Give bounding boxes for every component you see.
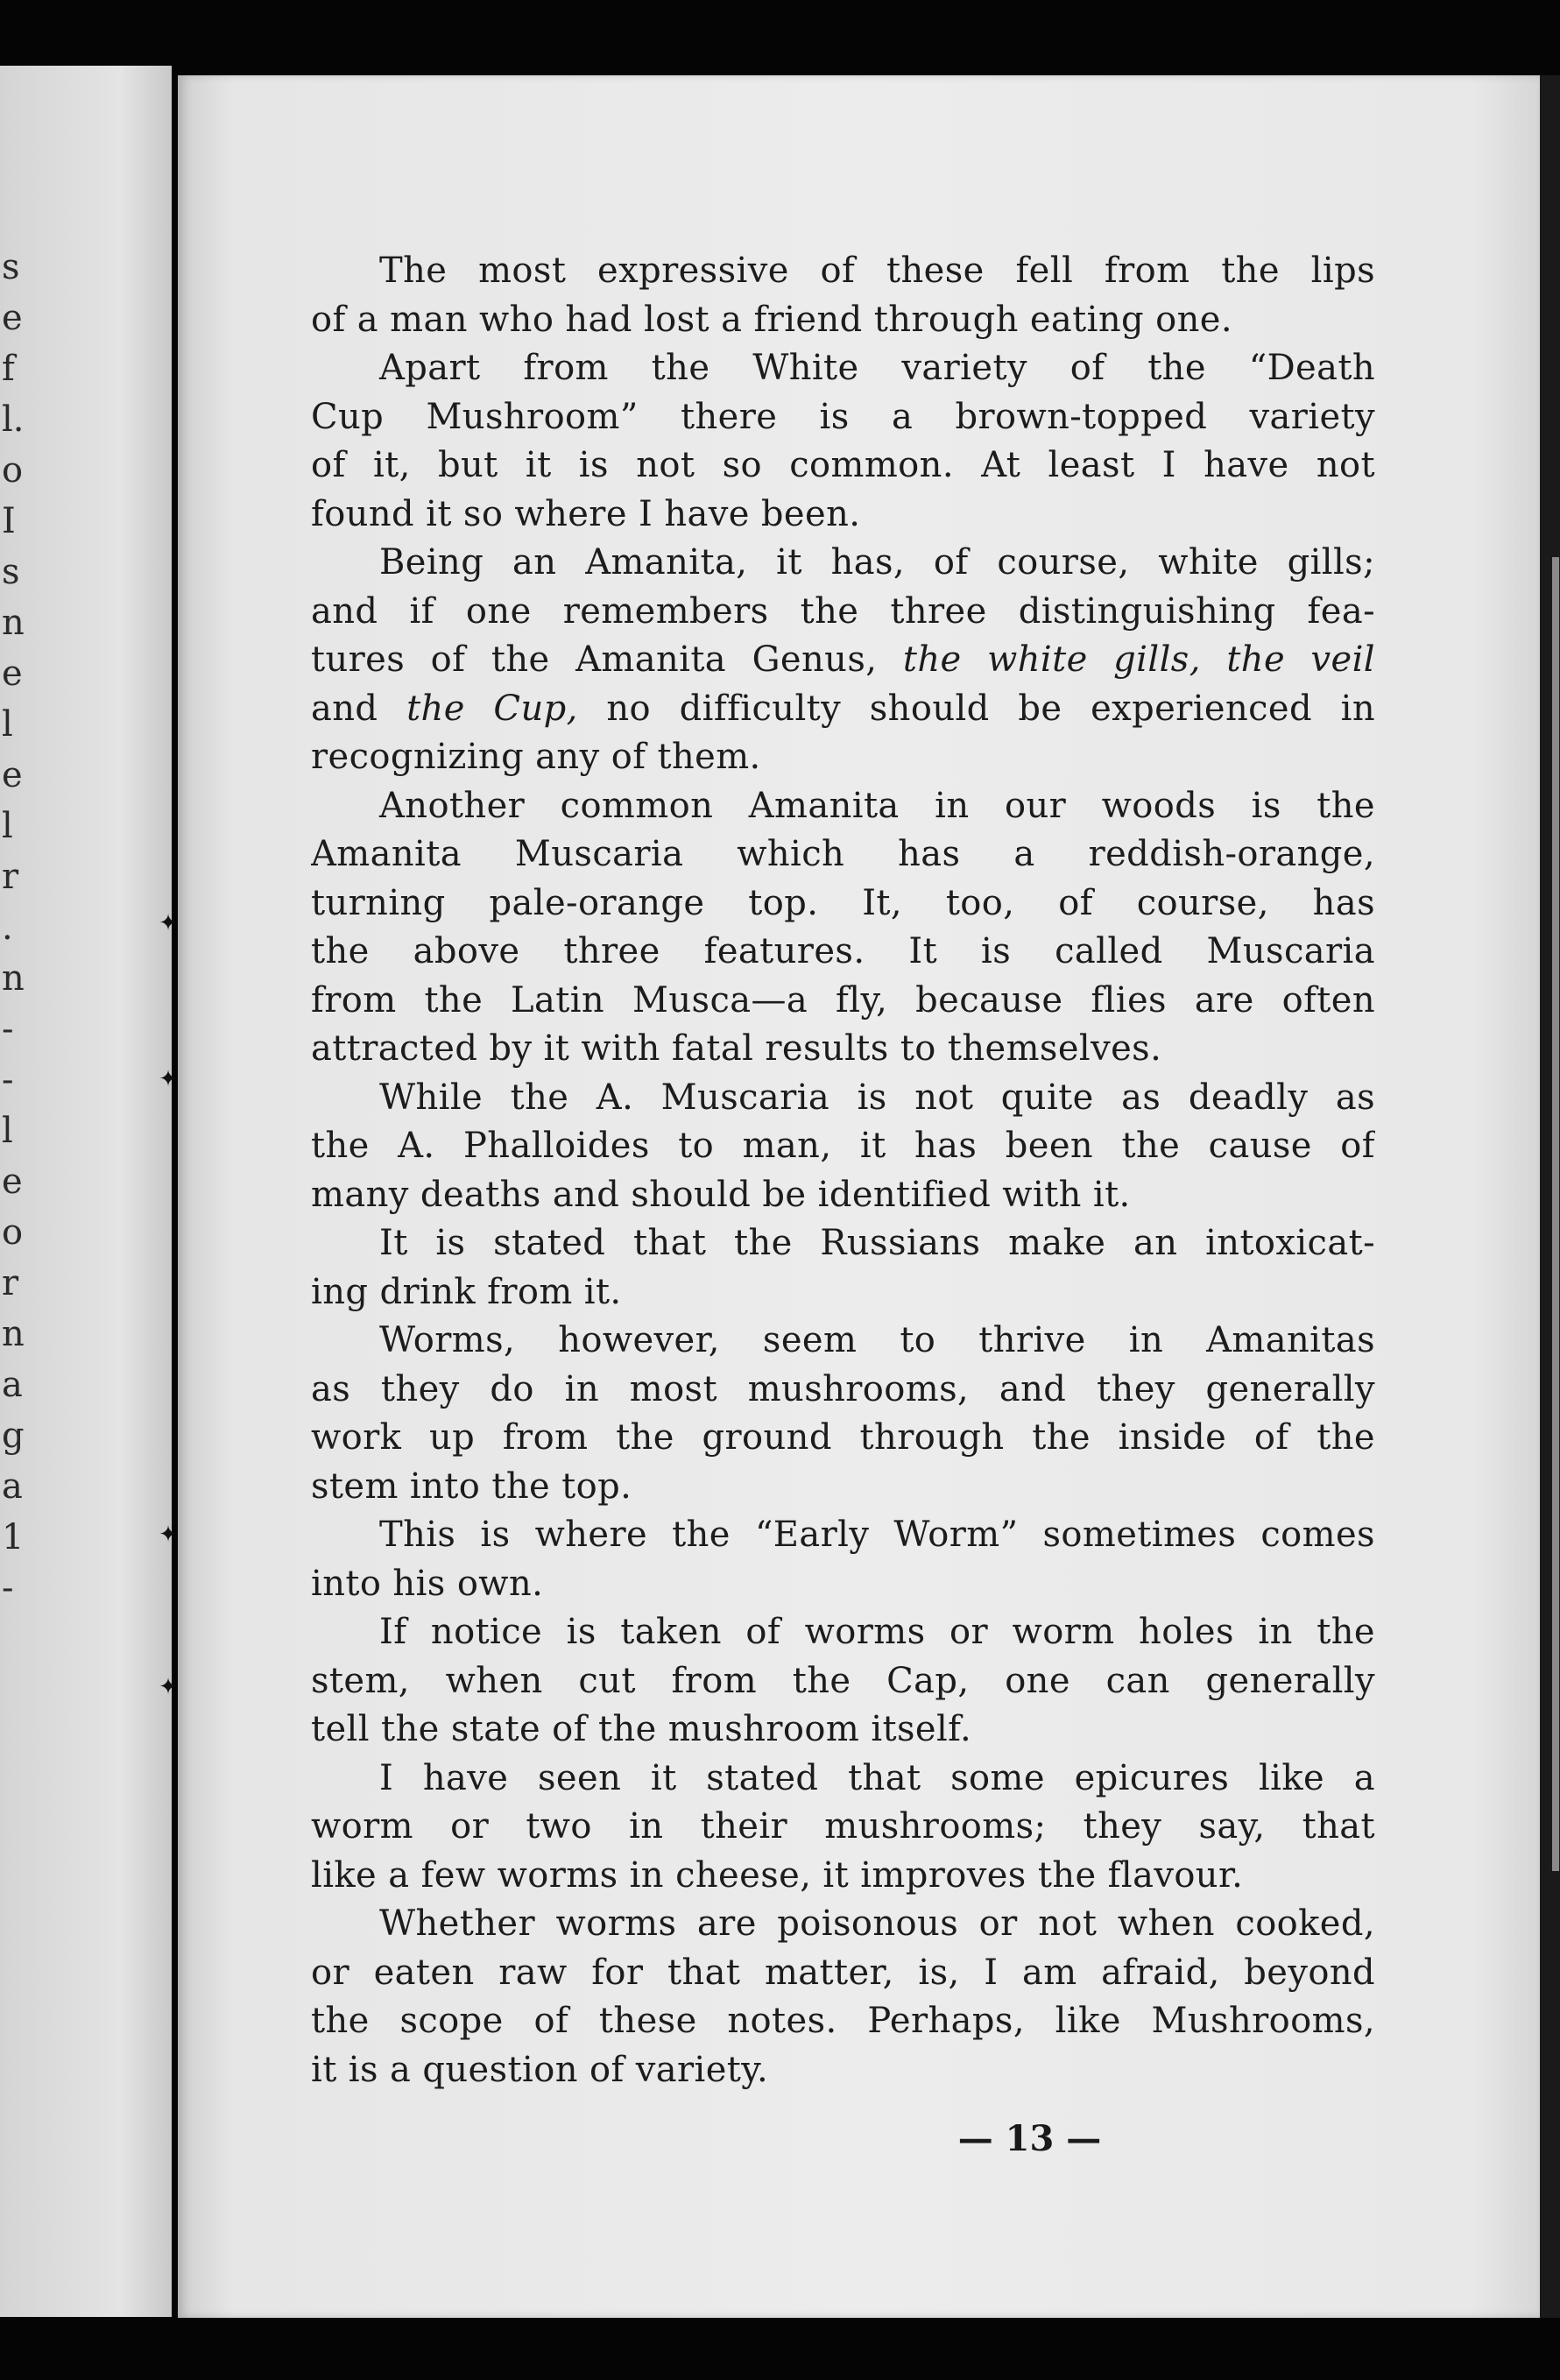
left-page-fragment: a — [2, 1365, 23, 1405]
text-run: Cup Mushroom” there is a brown-topped variety — [311, 396, 1375, 437]
text-run: like a few worms in cheese, it improves the flavour. — [311, 1854, 1244, 1896]
text-run: or eaten raw for that matter, is, I am afraid, beyond — [311, 1952, 1375, 1993]
text-run: no difficulty should be experienced in — [577, 688, 1375, 729]
binding-stitch-mark: ✦ — [159, 1674, 178, 1700]
text-run: While the A. Muscaria is not quite as deadly as — [379, 1077, 1375, 1118]
text-run: This is where the “Early Worm” sometimes comes — [379, 1515, 1375, 1555]
text-line — [311, 1803, 1375, 1852]
left-page-fragment: o — [2, 450, 24, 491]
left-page-fragment: s — [2, 247, 20, 287]
text-line — [311, 928, 1375, 977]
text-line — [311, 441, 1375, 491]
text-line — [311, 733, 1375, 782]
text-run: If notice is taken of worms or worm holes in the — [379, 1612, 1375, 1652]
binding-stitch-mark: ✦ — [159, 1522, 178, 1548]
scan-right-edge — [1540, 75, 1560, 2318]
text-run: Worms, however, seem to thrive in Amanitas — [379, 1320, 1375, 1360]
left-page-fragment: n — [2, 1314, 25, 1354]
text-line — [311, 1366, 1375, 1415]
text-line — [311, 1463, 1375, 1512]
text-run: I have seen it stated that some epicures like a — [379, 1757, 1375, 1798]
text-run: the above three features. It is called Muscaria — [311, 931, 1375, 971]
left-page-fragment: - — [2, 1060, 14, 1100]
text-run: Whether worms are poisonous or not when cooked, — [379, 1903, 1375, 1944]
left-page-fragment: r — [2, 857, 19, 897]
text-run: found it so where I have been. — [311, 493, 861, 534]
text-run: from the Latin Musca—a fly, because flies are often — [311, 979, 1375, 1021]
text-line — [311, 1560, 1375, 1609]
left-page-fragment: o — [2, 1212, 24, 1253]
left-page-fragment: n — [2, 958, 25, 999]
body-text — [311, 247, 1375, 2094]
left-page-fragment: l — [2, 1111, 13, 1151]
left-page-fragment: - — [2, 1009, 14, 1049]
text-run: recognizing any of them. — [311, 737, 761, 777]
text-run: work up from the ground through the inside of the — [311, 1417, 1375, 1458]
text-line — [311, 1219, 1375, 1268]
text-line — [311, 1122, 1375, 1171]
text-line — [311, 1852, 1375, 1901]
text-run: and if one remembers the three distinguishing fea- — [311, 590, 1375, 632]
text-line — [311, 344, 1375, 393]
text-run: many deaths and should be identified with it. — [311, 1174, 1131, 1215]
text-run: tures of the Amanita Genus, — [311, 639, 903, 680]
left-page-fragment: f — [2, 349, 15, 389]
text-run: Apart from the White variety of the “Death — [379, 348, 1375, 388]
left-page-fragment: I — [2, 501, 16, 541]
text-run: Being an Amanita, it has, of course, white gills; — [379, 542, 1375, 583]
text-run: of a man who had lost a friend through eating one. — [311, 299, 1232, 340]
left-page-fragment: g — [2, 1416, 25, 1456]
text-line — [311, 1317, 1375, 1366]
text-line — [311, 1171, 1375, 1220]
text-run: it is a question of variety. — [311, 2049, 769, 2090]
left-page-fragment: a — [2, 1466, 23, 1507]
text-line — [311, 1511, 1375, 1560]
text-run: stem, when cut from the Cap, one can generally — [311, 1660, 1375, 1701]
left-page-fragment: l. — [2, 399, 25, 440]
text-line — [311, 830, 1375, 879]
text-line — [311, 1949, 1375, 1998]
text-line — [311, 1025, 1375, 1074]
left-page-fragment: 1 — [2, 1517, 25, 1557]
text-line — [311, 1997, 1375, 2046]
text-line — [311, 1074, 1375, 1123]
left-page-fragment: s — [2, 552, 20, 592]
left-page-fragment: r — [2, 1263, 19, 1303]
text-run: and — [311, 688, 407, 729]
text-line — [311, 296, 1375, 345]
page-number-label: — 13 — — [957, 2118, 1102, 2159]
text-line — [311, 1900, 1375, 1949]
text-run: It is stated that the Russians make an intoxicat- — [379, 1223, 1375, 1263]
text-run: attracted by it with fatal results to themselves. — [311, 1028, 1162, 1069]
page-number — [0, 2118, 1560, 2159]
left-page-fragment: e — [2, 1162, 23, 1202]
text-line — [311, 1657, 1375, 1706]
text-run: turning pale-orange top. It, too, of course, has — [311, 882, 1375, 923]
left-page-edge — [0, 66, 172, 2317]
text-line — [311, 1268, 1375, 1317]
text-run: The most expressive of these fell from the lips — [379, 251, 1375, 291]
left-page-fragment: l — [2, 806, 13, 846]
text-run: the scope of these notes. Perhaps, like Mushrooms, — [311, 2001, 1375, 2041]
text-line — [311, 1608, 1375, 1657]
text-line — [311, 636, 1375, 685]
text-run: stem into the top. — [311, 1465, 632, 1507]
text-run: the A. Phalloides to man, it has been the cause of — [311, 1126, 1375, 1166]
left-page-fragment: - — [2, 1568, 14, 1608]
text-line — [311, 1706, 1375, 1755]
left-page-fragment: n — [2, 603, 25, 643]
text-line — [311, 588, 1375, 637]
text-run: tell the state of the mushroom itself. — [311, 1709, 972, 1749]
text-line — [311, 782, 1375, 831]
scan-edge-bar — [1552, 557, 1559, 1871]
text-line — [311, 247, 1375, 296]
left-page-fragment: l — [2, 704, 13, 745]
left-page-fragment: e — [2, 298, 23, 338]
italic-phrase: the Cup, — [406, 688, 578, 729]
text-line — [311, 1414, 1375, 1463]
text-line — [311, 393, 1375, 442]
binding-stitch-mark: ✦ — [159, 1066, 178, 1092]
text-line — [311, 491, 1375, 540]
italic-phrase: the white gills, the veil — [902, 639, 1375, 680]
text-run: as they do in most mushrooms, and they generally — [311, 1368, 1375, 1409]
text-run: of it, but it is not so common. At least I have not — [311, 445, 1375, 485]
text-line — [311, 1755, 1375, 1804]
text-line — [311, 539, 1375, 588]
left-page-fragment: e — [2, 755, 23, 795]
text-line — [311, 977, 1375, 1026]
text-line — [311, 879, 1375, 929]
text-run: into his own. — [311, 1563, 544, 1604]
text-line — [311, 685, 1375, 734]
text-run: ing drink from it. — [311, 1271, 622, 1312]
left-page-fragment: e — [2, 653, 23, 694]
left-page-fragment: . — [2, 908, 13, 948]
binding-stitch-mark: ✦ — [159, 910, 178, 936]
text-run: Another common Amanita in our woods is the — [379, 785, 1375, 826]
text-run: Amanita Muscaria which has a reddish-orange, — [311, 834, 1375, 874]
text-run: worm or two in their mushrooms; they say, that — [311, 1806, 1375, 1847]
text-line — [311, 2046, 1375, 2095]
